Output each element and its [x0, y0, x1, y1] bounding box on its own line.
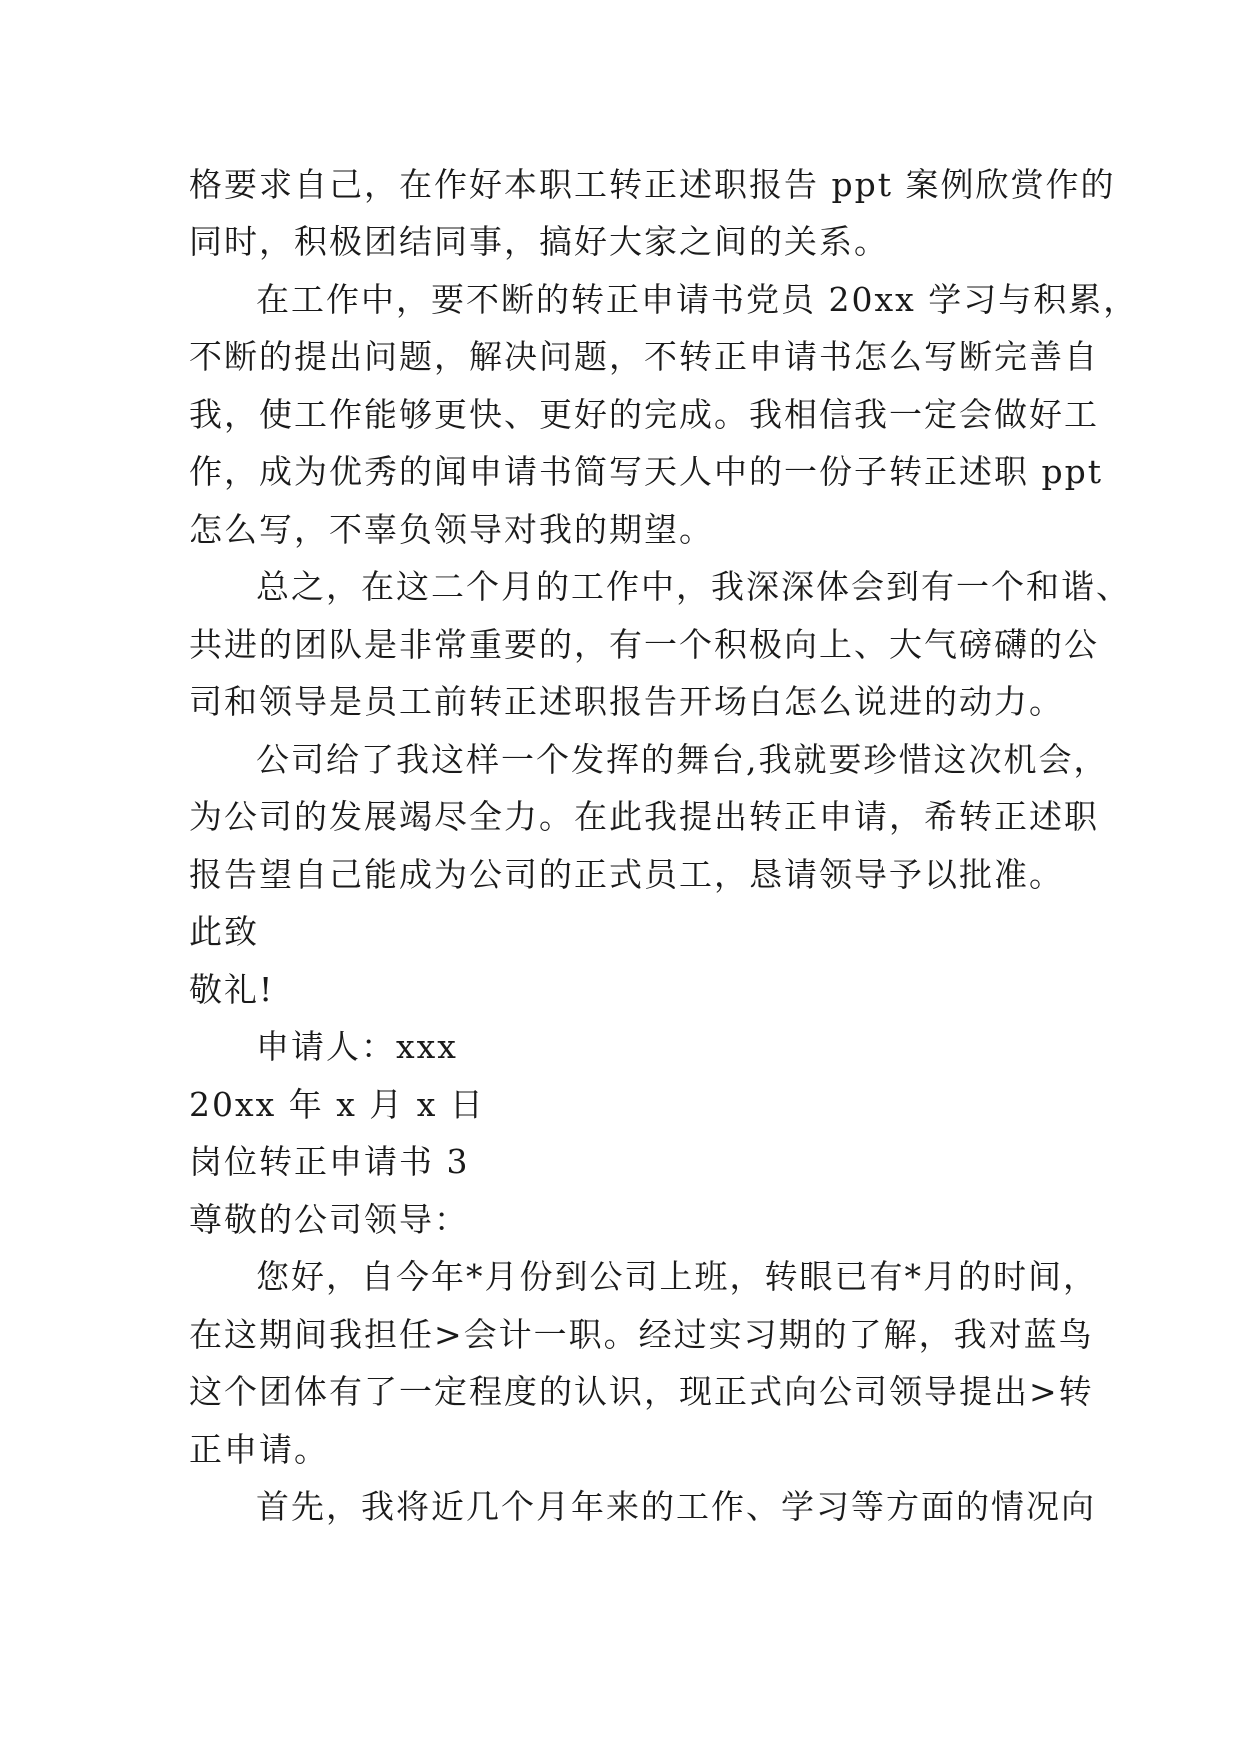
paragraph-line: 报告望自己能成为公司的正式员工，恳请领导予以批准。 — [189, 855, 1064, 894]
paragraph-line: 怎么写，不辜负领导对我的期望。 — [189, 510, 714, 549]
paragraph-line: 我，使工作能够更快、更好的完成。我相信我一定会做好工 — [189, 395, 1099, 434]
paragraph-line: 不断的提出问题，解决问题，不转正申请书怎么写断完善自 — [189, 337, 1099, 376]
paragraph-line: 首先，我将近几个月年来的工作、学习等方面的情况向 — [256, 1487, 1096, 1526]
paragraph-line: 正申请。 — [189, 1430, 329, 1469]
date-line: 20xx 年 x 月 x 日 — [189, 1085, 485, 1124]
paragraph-line: 公司给了我这样一个发挥的舞台,我就要珍惜这次机会， — [256, 740, 1109, 779]
paragraph-line: 在这期间我担任>会计一职。经过实习期的了解，我对蓝鸟 — [189, 1315, 1094, 1354]
closing-line: 此致 — [189, 912, 259, 951]
paragraph-line: 您好，自今年*月份到公司上班，转眼已有*月的时间， — [256, 1257, 1098, 1296]
paragraph-line: 在工作中，要不断的转正申请书党员 20xx 学习与积累， — [256, 280, 1139, 319]
salutation-line: 尊敬的公司领导： — [189, 1200, 469, 1239]
paragraph-line: 格要求自己，在作好本职工转正述职报告 ppt 案例欣赏作的 — [189, 165, 1116, 204]
paragraph-line: 总之，在这二个月的工作中，我深深体会到有一个和谐、 — [256, 567, 1131, 606]
section-title: 岗位转正申请书 3 — [189, 1142, 470, 1181]
closing-line: 敬礼! — [189, 970, 275, 1009]
paragraph-line: 司和领导是员工前转正述职报告开场白怎么说进的动力。 — [189, 682, 1064, 721]
paragraph-line: 共进的团队是非常重要的，有一个积极向上、大气磅礴的公 — [189, 625, 1099, 664]
applicant-line: 申请人：xxx — [256, 1027, 458, 1066]
paragraph-line: 为公司的发展竭尽全力。在此我提出转正申请，希转正述职 — [189, 797, 1099, 836]
paragraph-line: 同时，积极团结同事，搞好大家之间的关系。 — [189, 222, 889, 261]
paragraph-line: 这个团体有了一定程度的认识，现正式向公司领导提出>转 — [189, 1372, 1094, 1411]
paragraph-line: 作，成为优秀的闻申请书简写天人中的一份子转正述职 ppt — [189, 452, 1103, 491]
